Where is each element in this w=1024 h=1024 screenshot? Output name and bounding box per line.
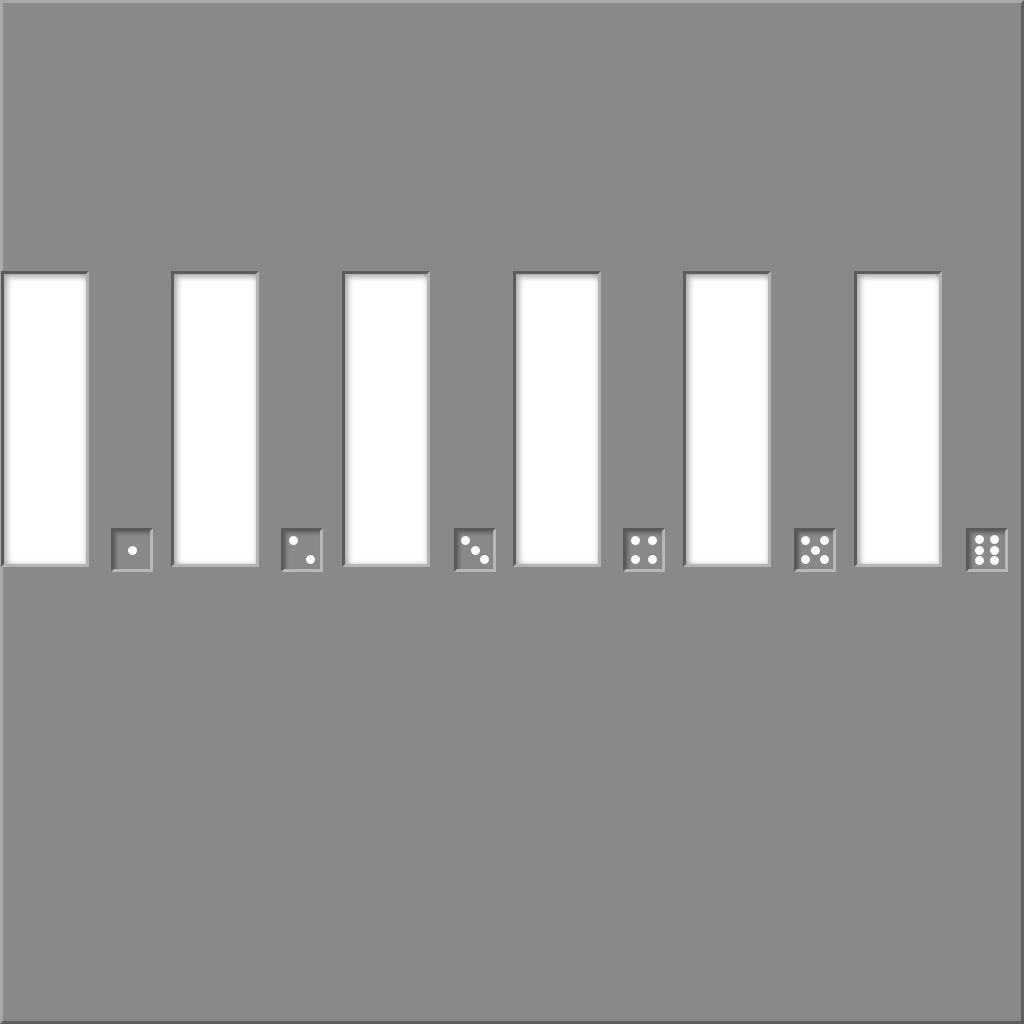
die-pip [990,546,999,555]
die-pip [975,556,984,565]
die-pip [820,555,829,564]
card-slot-1[interactable] [1,271,89,567]
die-3[interactable] [454,528,496,572]
die-1[interactable] [111,528,153,572]
die-pip [631,555,640,564]
card-slot-4[interactable] [513,271,601,567]
card-slot-3[interactable] [342,271,430,567]
die-pip [471,546,480,555]
card-slot-6[interactable] [854,271,942,567]
die-pip [801,536,810,545]
die-pip [289,536,298,545]
die-pip [990,535,999,544]
die-pip [128,546,137,555]
die-pip [648,536,657,545]
die-pip [811,546,820,555]
die-pip [461,536,470,545]
die-pip [306,555,315,564]
die-pip [648,555,657,564]
die-pip [820,536,829,545]
die-pip [631,536,640,545]
die-6[interactable] [966,528,1008,572]
die-pip [480,555,489,564]
card-slot-5[interactable] [683,271,771,567]
die-pip [990,556,999,565]
die-4[interactable] [623,528,665,572]
die-pip [975,535,984,544]
card-slot-2[interactable] [171,271,259,567]
die-2[interactable] [281,528,323,572]
die-5[interactable] [794,528,836,572]
die-pip [975,546,984,555]
die-pip [801,555,810,564]
